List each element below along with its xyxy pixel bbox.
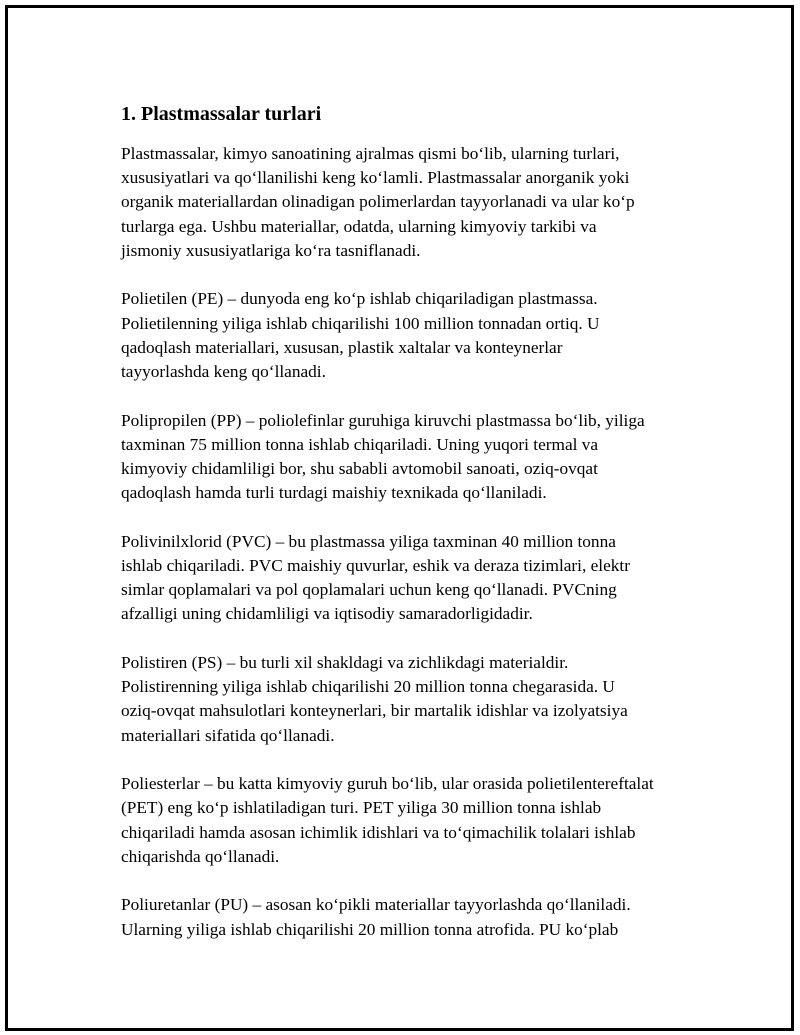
text-line: chiqariladi hamda asosan ichimlik idishlari va to‘qimachilik tolalari ishlab xyxy=(121,822,636,842)
paragraph-polypropylene xyxy=(121,409,701,506)
text-line: Plastmassalar, kimyo sanoatining ajralmas qismi bo‘lib, ularning turlari, xyxy=(121,144,620,163)
text-line: qadoqlash hamda turli turdagi maishiy texnikada qo‘llaniladi. xyxy=(121,483,547,503)
text-line: ishlab chiqariladi. PVC maishiy quvurlar, eshik va deraza tizimlari, elektr xyxy=(121,556,630,576)
paragraph-polystyrene xyxy=(121,651,701,748)
page-frame xyxy=(5,5,794,1031)
text-line: Polistiren (PS) – bu turli xil shakldagi va zichlikdagi materialdir. xyxy=(121,653,569,673)
paragraph-intro xyxy=(121,142,701,263)
text-line: Polipropilen (PP) – poliolefinlar guruhiga kiruvchi plastmassa bo‘lib, yiliga xyxy=(121,410,645,430)
text-line: afzalligi uning chidamliligi va iqtisodiy samaradorligidadir. xyxy=(121,604,533,624)
section-heading: 1. Plastmassalar turlari xyxy=(121,103,322,125)
text-line: Polivinilxlorid (PVC) – bu plastmassa yiliga taxminan 40 million tonna xyxy=(121,531,616,551)
text-line: simlar qoplamalari va pol qoplamalari uchun keng qo‘llanadi. PVCning xyxy=(121,580,617,600)
text-line: xususiyatlari va qo‘llanilishi keng ko‘lamli. Plastmassalar anorganik yoki xyxy=(121,168,630,188)
text-line: Poliuretanlar (PU) – asosan ko‘pikli materiallar tayyorlashda qo‘llaniladi. xyxy=(121,895,631,915)
text-line: Polistirenning yiliga ishlab chiqarilishi 20 million tonna chegarasida. U xyxy=(121,677,615,697)
text-line: turlarga ega. Ushbu materiallar, odatda, ularning kimyoviy tarkibi va xyxy=(121,216,597,236)
paragraph-polyethylene xyxy=(121,287,701,384)
paragraph-pvc xyxy=(121,530,701,627)
text-line: oziq-ovqat mahsulotlari konteynerlari, bir martalik idishlar va izolyatsiya xyxy=(121,701,628,721)
text-line: Polietilen (PE) – dunyoda eng ko‘p ishlab chiqariladigan plastmassa. xyxy=(121,289,598,309)
text-line: (PET) eng ko‘p ishlatiladigan turi. PET yiliga 30 million tonna ishlab xyxy=(121,798,602,818)
text-line: Ularning yiliga ishlab chiqarilishi 20 million tonna atrofida. PU ko‘plab xyxy=(121,919,619,939)
text-line: Poliesterlar – bu katta kimyoviy guruh bo‘lib, ular orasida polietilentereftalat xyxy=(121,774,654,794)
text-line: tayyorlashda keng qo‘llanadi. xyxy=(121,362,326,382)
text-line: Polietilenning yiliga ishlab chiqarilishi 100 million tonnadan ortiq. U xyxy=(121,313,600,333)
document-body xyxy=(121,100,701,966)
text-line: kimyoviy chidamliligi bor, shu sababli avtomobil sanoati, oziq-ovqat xyxy=(121,459,598,479)
text-line: jismoniy xususiyatlariga ko‘ra tasniflanadi. xyxy=(121,240,421,260)
paragraph-polyesters xyxy=(121,772,701,869)
text-line: taxminan 75 million tonna ishlab chiqariladi. Uning yuqori termal va xyxy=(121,434,599,454)
text-line: qadoqlash materiallari, xususan, plastik xaltalar va konteynerlar xyxy=(121,337,563,357)
text-line: chiqarishda qo‘llanadi. xyxy=(121,846,280,866)
text-line: materiallari sifatida qo‘llanadi. xyxy=(121,725,335,745)
text-line: organik materiallardan olinadigan polimerlardan tayyorlanadi va ular ko‘p xyxy=(121,192,635,212)
paragraph-polyurethanes xyxy=(121,893,701,941)
